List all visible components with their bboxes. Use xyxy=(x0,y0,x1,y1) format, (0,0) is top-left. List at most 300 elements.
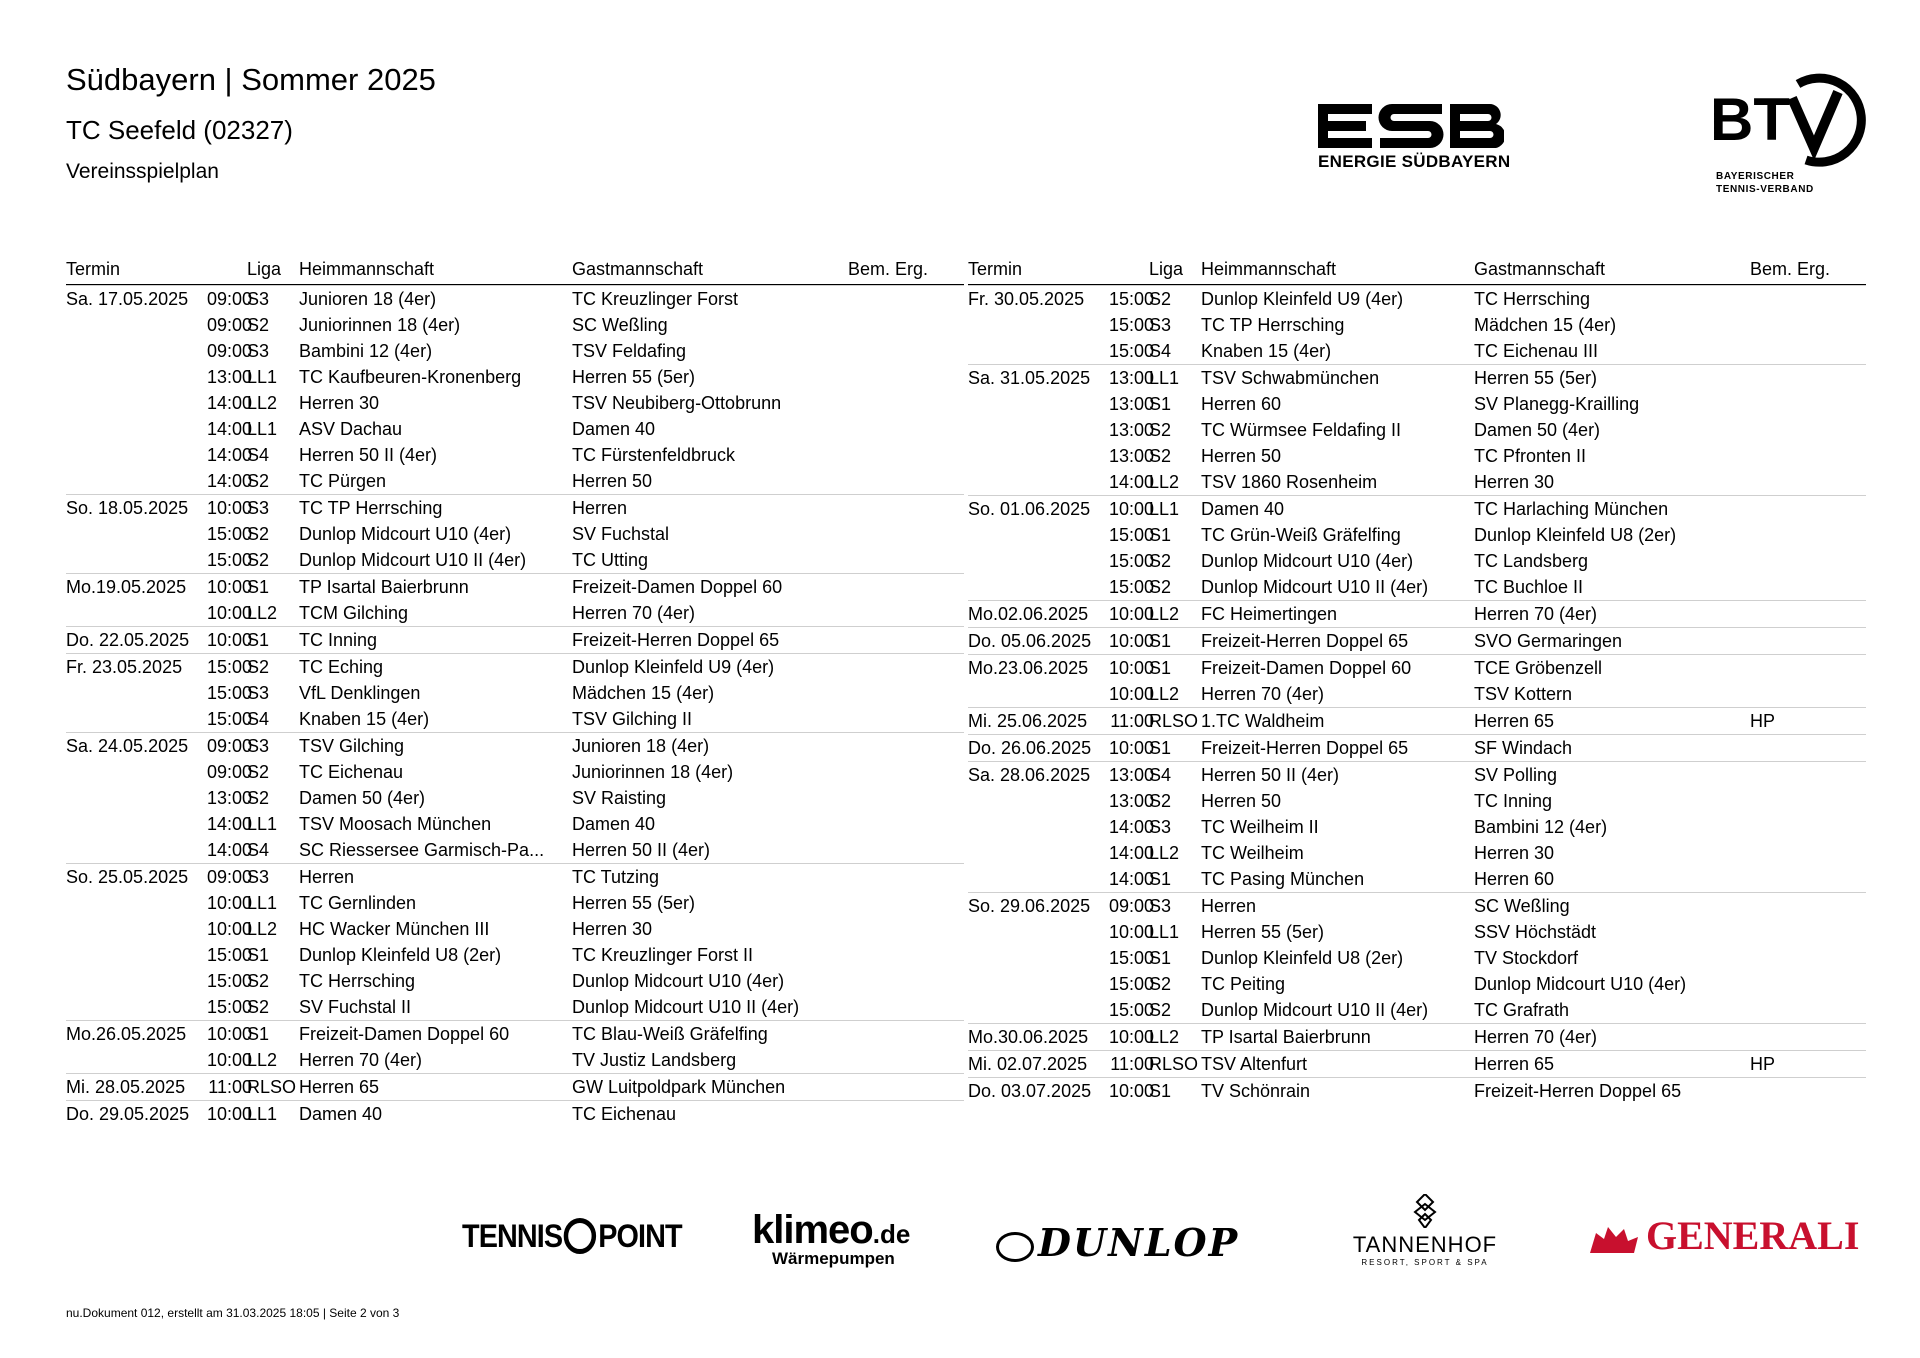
cell-time: 09:00 xyxy=(206,736,252,756)
cell-home-team: TSV Gilching xyxy=(299,736,405,756)
cell-guest-team: Herren 70 (4er) xyxy=(1474,604,1598,624)
btv-wordmark xyxy=(1710,72,1870,170)
cell-time: 14:00 xyxy=(1108,843,1154,863)
cell-liga: S1 xyxy=(1149,869,1172,889)
cell-date: Mo.02.06.2025 xyxy=(968,604,1089,624)
cell-time: 10:00 xyxy=(1108,631,1154,651)
cell-home-team: TSV Moosach München xyxy=(299,814,492,834)
cell-time: 10:00 xyxy=(1108,684,1154,704)
cell-liga: S2 xyxy=(247,971,270,991)
cell-home-team: Bambini 12 (4er) xyxy=(299,341,433,361)
cell-time: 15:00 xyxy=(1108,315,1154,335)
cell-home-team: TC Pasing München xyxy=(1201,869,1365,889)
header-liga: Liga xyxy=(247,259,282,279)
cell-time: 09:00 xyxy=(206,289,252,309)
header-heim: Heimmannschaft xyxy=(299,259,435,279)
cell-guest-team: Dunlop Kleinfeld U8 (2er) xyxy=(1474,525,1677,545)
table-row xyxy=(968,469,1866,495)
table-row xyxy=(968,997,1866,1023)
cell-date: Mo.30.06.2025 xyxy=(968,1027,1089,1047)
cell-liga: LL2 xyxy=(1149,604,1180,624)
esb-subtitle: ENERGIE SÜDBAYERN xyxy=(1318,152,1511,171)
cell-home-team: Dunlop Kleinfeld U8 (2er) xyxy=(1201,948,1404,968)
generali-logo xyxy=(1586,1212,1859,1259)
svg-text:BT: BT xyxy=(1710,86,1790,153)
cell-guest-team: Freizeit-Herren Doppel 65 xyxy=(1474,1081,1682,1101)
cell-liga: S2 xyxy=(1149,974,1172,994)
cell-time: 10:00 xyxy=(206,577,252,597)
table-row xyxy=(968,364,1866,391)
cell-liga: S3 xyxy=(247,867,270,887)
generali-text: GENERALI xyxy=(1646,1213,1860,1258)
cell-home-team: Herren 50 xyxy=(1201,791,1282,811)
cell-guest-team: TC Utting xyxy=(572,550,649,570)
cell-guest-team: SV Polling xyxy=(1474,765,1558,785)
klimeo-subtitle: Wärmepumpen xyxy=(772,1249,895,1268)
cell-home-team: SC Riessersee Garmisch-Pa... xyxy=(299,840,545,860)
table-row xyxy=(66,994,964,1020)
cell-guest-team: Herren 50 II (4er) xyxy=(572,840,711,860)
cell-guest-team: SF Windach xyxy=(1474,738,1573,758)
table-row xyxy=(66,390,964,416)
header-heim: Heimmannschaft xyxy=(1201,259,1337,279)
table-row xyxy=(66,285,964,312)
table-row xyxy=(968,814,1866,840)
cell-liga: LL2 xyxy=(1149,684,1180,704)
cell-date: Do. 03.07.2025 xyxy=(968,1081,1092,1101)
cell-guest-team: Herren 55 (5er) xyxy=(1474,368,1598,388)
cell-liga: S2 xyxy=(247,315,270,335)
schedule-table-left xyxy=(66,254,964,1127)
table-row xyxy=(66,942,964,968)
btv-subtitle xyxy=(1716,170,1814,196)
cell-guest-team: TC Kreuzlinger Forst xyxy=(572,289,739,309)
schedule-table-right xyxy=(968,254,1866,1104)
cell-guest-team: TC Harlaching München xyxy=(1474,499,1669,519)
cell-time: 15:00 xyxy=(206,997,252,1017)
cell-date: So. 01.06.2025 xyxy=(968,499,1091,519)
table-row xyxy=(66,890,964,916)
table-row xyxy=(968,443,1866,469)
cell-guest-team: Herren 70 (4er) xyxy=(572,603,696,623)
table-row xyxy=(66,626,964,653)
cell-liga: S4 xyxy=(247,709,270,729)
cell-time: 15:00 xyxy=(206,524,252,544)
klimeo-domain: .de xyxy=(872,1219,911,1249)
cell-guest-team: Herren 60 xyxy=(1474,869,1555,889)
cell-time: 09:00 xyxy=(206,315,252,335)
cell-time: 11:00 xyxy=(1110,1054,1154,1074)
cell-time: 10:00 xyxy=(1108,604,1154,624)
table-row xyxy=(66,521,964,547)
cell-date: Mi. 25.06.2025 xyxy=(968,711,1088,731)
cell-liga: S4 xyxy=(247,840,270,860)
cell-home-team: TC Peiting xyxy=(1201,974,1286,994)
cell-guest-team: Herren 65 xyxy=(1474,1054,1555,1074)
klimeo-text: klimeo xyxy=(752,1208,873,1252)
cell-guest-team: TV Stockdorf xyxy=(1474,948,1579,968)
cell-guest-team: Junioren 18 (4er) xyxy=(572,736,710,756)
table-row xyxy=(66,732,964,759)
table-row xyxy=(968,892,1866,919)
table-row xyxy=(66,442,964,468)
cell-guest-team: Dunlop Midcourt U10 (4er) xyxy=(572,971,785,991)
cell-time: 10:00 xyxy=(206,630,252,650)
cell-home-team: SV Fuchstal II xyxy=(299,997,412,1017)
cell-time: 10:00 xyxy=(206,893,252,913)
cell-date: Do. 26.06.2025 xyxy=(968,738,1092,758)
table-row xyxy=(968,654,1866,681)
cell-liga: S2 xyxy=(1149,289,1172,309)
table-row xyxy=(968,971,1866,997)
cell-home-team: Herren xyxy=(299,867,355,887)
cell-date: Sa. 17.05.2025 xyxy=(66,289,189,309)
cell-liga: S2 xyxy=(247,471,270,491)
cell-time: 09:00 xyxy=(206,341,252,361)
cell-guest-team: TC Herrsching xyxy=(1474,289,1591,309)
cell-time: 13:00 xyxy=(1108,420,1154,440)
table-row xyxy=(66,547,964,573)
cell-guest-team: GW Luitpoldpark München xyxy=(572,1077,786,1097)
cell-liga: S3 xyxy=(1149,896,1172,916)
cell-home-team: Dunlop Midcourt U10 II (4er) xyxy=(1201,1000,1429,1020)
cell-home-team: TSV Schwabmünchen xyxy=(1201,368,1380,388)
cell-liga: S1 xyxy=(1149,631,1172,651)
table-row xyxy=(968,919,1866,945)
cell-guest-team: Dunlop Midcourt U10 II (4er) xyxy=(572,997,800,1017)
table-header xyxy=(968,254,1866,285)
cell-home-team: TC Grün-Weiß Gräfelfing xyxy=(1201,525,1401,545)
cell-time: 14:00 xyxy=(1108,472,1154,492)
cell-liga: RLSO xyxy=(1149,1054,1199,1074)
cell-home-team: Herren 30 xyxy=(299,393,380,413)
table-row xyxy=(66,706,964,732)
cell-home-team: Dunlop Midcourt U10 (4er) xyxy=(1201,551,1414,571)
table-row xyxy=(66,680,964,706)
cell-time: 10:00 xyxy=(206,1024,252,1044)
cell-liga: S3 xyxy=(247,498,270,518)
cell-liga: S3 xyxy=(1149,315,1172,335)
cell-guest-team: SV Fuchstal xyxy=(572,524,670,544)
cell-date: Do. 05.06.2025 xyxy=(968,631,1092,651)
table-row xyxy=(66,364,964,390)
table-row xyxy=(66,1100,964,1127)
cell-guest-team: TSV Feldafing xyxy=(572,341,687,361)
cell-home-team: TC Weilheim II xyxy=(1201,817,1319,837)
cell-time: 14:00 xyxy=(206,445,252,465)
cell-liga: S4 xyxy=(247,445,270,465)
cell-home-team: TC Pürgen xyxy=(299,471,387,491)
cell-liga: LL2 xyxy=(1149,1027,1180,1047)
cell-time: 09:00 xyxy=(1108,896,1154,916)
cell-guest-team: TCE Gröbenzell xyxy=(1474,658,1603,678)
cell-liga: S2 xyxy=(1149,1000,1172,1020)
header-termin: Termin xyxy=(968,259,1023,279)
tennis-point-text-b: POINT xyxy=(598,1218,682,1254)
tannenhof-logo xyxy=(1350,1194,1500,1267)
tannenhof-subtitle: RESORT, SPORT & SPA xyxy=(1361,1258,1489,1267)
cell-liga: LL1 xyxy=(1149,368,1180,388)
cell-liga: S1 xyxy=(1149,525,1172,545)
cell-home-team: TC Kaufbeuren-Kronenberg xyxy=(299,367,522,387)
cell-guest-team: SC Weßling xyxy=(572,315,668,335)
cell-liga: LL2 xyxy=(247,393,278,413)
cell-guest-team: Damen 40 xyxy=(572,419,656,439)
cell-date: Sa. 24.05.2025 xyxy=(66,736,189,756)
cell-time: 10:00 xyxy=(206,919,252,939)
cell-home-team: Dunlop Kleinfeld U8 (2er) xyxy=(299,945,502,965)
table-row xyxy=(968,391,1866,417)
table-row xyxy=(66,1047,964,1073)
cell-liga: S3 xyxy=(247,289,270,309)
tennis-ball-icon xyxy=(564,1218,596,1254)
cell-time: 10:00 xyxy=(1108,1081,1154,1101)
cell-liga: S1 xyxy=(1149,738,1172,758)
table-row xyxy=(66,916,964,942)
table-row xyxy=(66,416,964,442)
table-row xyxy=(66,312,964,338)
cell-time: 15:00 xyxy=(1108,577,1154,597)
cell-home-team: Knaben 15 (4er) xyxy=(299,709,430,729)
table-row xyxy=(968,788,1866,814)
cell-guest-team: SV Planegg-Krailling xyxy=(1474,394,1640,414)
cell-liga: S1 xyxy=(247,630,270,650)
klimeo-logo xyxy=(752,1208,910,1269)
table-row xyxy=(66,863,964,890)
cell-liga: S2 xyxy=(1149,577,1172,597)
cell-guest-team: TC Pfronten II xyxy=(1474,446,1587,466)
cell-liga: LL2 xyxy=(247,919,278,939)
cell-home-team: TC Gernlinden xyxy=(299,893,417,913)
table-row xyxy=(968,1077,1866,1104)
table-header xyxy=(66,254,964,285)
cell-date: Do. 29.05.2025 xyxy=(66,1104,190,1124)
cell-guest-team: TC Landsberg xyxy=(1474,551,1589,571)
table-row xyxy=(968,761,1866,788)
cell-liga: S1 xyxy=(1149,394,1172,414)
cell-liga: S4 xyxy=(1149,765,1172,785)
cell-guest-team: Dunlop Kleinfeld U9 (4er) xyxy=(572,657,775,677)
table-row xyxy=(66,811,964,837)
cell-time: 15:00 xyxy=(206,550,252,570)
cell-home-team: TC Weilheim xyxy=(1201,843,1304,863)
cell-time: 10:00 xyxy=(1108,1027,1154,1047)
cell-liga: S2 xyxy=(1149,420,1172,440)
table-row xyxy=(66,653,964,680)
header-bem-erg: Bem. Erg. xyxy=(848,259,929,279)
cell-guest-team: Herren 30 xyxy=(1474,843,1555,863)
btv-logo xyxy=(1710,72,1870,200)
cell-date: Sa. 31.05.2025 xyxy=(968,368,1091,388)
table-row xyxy=(968,840,1866,866)
cell-home-team: TC Würmsee Feldafing II xyxy=(1201,420,1402,440)
header-gast: Gastmannschaft xyxy=(572,259,704,279)
table-row xyxy=(968,312,1866,338)
table-row xyxy=(968,1023,1866,1050)
cell-guest-team: TC Eichenau xyxy=(572,1104,677,1124)
cell-home-team: TV Schönrain xyxy=(1201,1081,1311,1101)
cell-home-team: Herren 70 (4er) xyxy=(299,1050,423,1070)
cell-time: 15:00 xyxy=(206,683,252,703)
cell-home-team: Herren xyxy=(1201,896,1257,916)
cell-liga: S2 xyxy=(1149,551,1172,571)
cell-guest-team: Herren 30 xyxy=(572,919,653,939)
cell-home-team: VfL Denklingen xyxy=(299,683,421,703)
cell-liga: S1 xyxy=(1149,1081,1172,1101)
table-row xyxy=(968,338,1866,364)
cell-date: Mo.19.05.2025 xyxy=(66,577,187,597)
header-gast: Gastmannschaft xyxy=(1474,259,1606,279)
cell-date: So. 18.05.2025 xyxy=(66,498,189,518)
cell-time: 10:00 xyxy=(206,603,252,623)
cell-guest-team: TC Eichenau III xyxy=(1474,341,1599,361)
cell-liga: LL1 xyxy=(247,893,278,913)
cell-liga: LL2 xyxy=(1149,843,1180,863)
cell-time: 10:00 xyxy=(206,498,252,518)
cell-liga: S2 xyxy=(1149,791,1172,811)
cell-home-team: TC TP Herrsching xyxy=(299,498,443,518)
cell-time: 15:00 xyxy=(206,657,252,677)
cell-home-team: Herren 50 II (4er) xyxy=(1201,765,1340,785)
table-row xyxy=(66,1073,964,1100)
cell-guest-team: TC Buchloe II xyxy=(1474,577,1584,597)
cell-guest-team: SV Raisting xyxy=(572,788,667,808)
header-termin: Termin xyxy=(66,259,121,279)
btv-subtitle-line2: TENNIS-VERBAND xyxy=(1716,184,1814,195)
cell-guest-team: Herren 50 xyxy=(572,471,653,491)
cell-time: 13:00 xyxy=(1108,765,1154,785)
cell-home-team: ASV Dachau xyxy=(299,419,403,439)
tannenhof-text: TANNENHOF xyxy=(1352,1232,1498,1257)
cell-home-team: Juniorinnen 18 (4er) xyxy=(299,315,461,335)
cell-date: Sa. 28.06.2025 xyxy=(968,765,1091,785)
table-row xyxy=(968,495,1866,522)
cell-time: 15:00 xyxy=(1108,974,1154,994)
cell-liga: S2 xyxy=(1149,446,1172,466)
club-name: TC Seefeld (02327) xyxy=(66,115,293,145)
cell-date: So. 25.05.2025 xyxy=(66,867,189,887)
cell-time: 15:00 xyxy=(206,709,252,729)
cell-home-team: Damen 50 (4er) xyxy=(299,788,426,808)
esb-logo xyxy=(1318,104,1511,180)
cell-guest-team: SC Weßling xyxy=(1474,896,1570,916)
cell-time: 15:00 xyxy=(1108,551,1154,571)
cell-time: 14:00 xyxy=(206,393,252,413)
cell-home-team: Damen 40 xyxy=(1201,499,1285,519)
cell-date: So. 29.06.2025 xyxy=(968,896,1091,916)
cell-time: 15:00 xyxy=(1108,341,1154,361)
cell-liga: LL1 xyxy=(247,1104,278,1124)
cell-home-team: Freizeit-Herren Doppel 65 xyxy=(1201,631,1409,651)
cell-date: Mo.23.06.2025 xyxy=(968,658,1089,678)
cell-guest-team: Mädchen 15 (4er) xyxy=(1474,315,1617,335)
cell-guest-team: Herren xyxy=(572,498,628,518)
table-row xyxy=(968,945,1866,971)
cell-guest-team: Herren 55 (5er) xyxy=(572,367,696,387)
cell-date: Mi. 02.07.2025 xyxy=(968,1054,1088,1074)
cell-guest-team: TC Tutzing xyxy=(572,867,660,887)
cell-liga: LL1 xyxy=(1149,922,1180,942)
cell-time: 15:00 xyxy=(206,971,252,991)
cell-home-team: Dunlop Midcourt U10 (4er) xyxy=(299,524,512,544)
cell-time: 14:00 xyxy=(1108,817,1154,837)
cell-home-team: TC Herrsching xyxy=(299,971,416,991)
cell-date: Mo.26.05.2025 xyxy=(66,1024,187,1044)
tennis-point-logo xyxy=(462,1218,682,1255)
cell-time: 15:00 xyxy=(1108,1000,1154,1020)
table-row xyxy=(66,468,964,494)
cell-guest-team: TC Fürstenfeldbruck xyxy=(572,445,736,465)
cell-time: 15:00 xyxy=(206,945,252,965)
cell-time: 14:00 xyxy=(1108,869,1154,889)
cell-guest-team: Dunlop Midcourt U10 (4er) xyxy=(1474,974,1687,994)
cell-home-team: TSV 1860 Rosenheim xyxy=(1201,472,1378,492)
cell-home-team: FC Heimertingen xyxy=(1201,604,1338,624)
table-row xyxy=(968,707,1866,734)
cell-guest-team: Damen 40 xyxy=(572,814,656,834)
cell-time: 09:00 xyxy=(206,762,252,782)
table-row xyxy=(66,1020,964,1047)
cell-time: 09:00 xyxy=(206,867,252,887)
cell-guest-team: TSV Gilching II xyxy=(572,709,693,729)
footer-note: nu.Dokument 012, erstellt am 31.03.2025 18:05 | Seite 2 von 3 xyxy=(66,1306,400,1320)
cell-home-team: Herren 50 II (4er) xyxy=(299,445,438,465)
cell-date: Mi. 28.05.2025 xyxy=(66,1077,186,1097)
cell-home-team: Dunlop Midcourt U10 II (4er) xyxy=(299,550,527,570)
cell-time: 15:00 xyxy=(1108,525,1154,545)
cell-liga: LL2 xyxy=(247,603,278,623)
cell-guest-team: TC Blau-Weiß Gräfelfing xyxy=(572,1024,768,1044)
cell-time: 14:00 xyxy=(206,419,252,439)
dunlop-logo xyxy=(996,1220,1239,1265)
cell-liga: LL1 xyxy=(247,419,278,439)
cell-time: 14:00 xyxy=(206,814,252,834)
cell-liga: S1 xyxy=(247,577,270,597)
cell-time: 15:00 xyxy=(1108,289,1154,309)
cell-time: 11:00 xyxy=(208,1077,252,1097)
cell-guest-team: Herren 70 (4er) xyxy=(1474,1027,1598,1047)
cell-guest-team: SVO Germaringen xyxy=(1474,631,1623,651)
btv-subtitle-line1: BAYERISCHER xyxy=(1716,171,1795,182)
cell-home-team: TP Isartal Baierbrunn xyxy=(1201,1027,1371,1047)
cell-guest-team: TC Inning xyxy=(1474,791,1553,811)
cell-liga: S3 xyxy=(247,736,270,756)
cell-home-team: Junioren 18 (4er) xyxy=(299,289,437,309)
cell-liga: S2 xyxy=(247,657,270,677)
cell-liga: LL1 xyxy=(247,814,278,834)
cell-liga: S1 xyxy=(247,945,270,965)
dunlop-text: DUNLOP xyxy=(1038,1220,1240,1265)
cell-date: Fr. 23.05.2025 xyxy=(66,657,183,677)
cell-guest-team: Bambini 12 (4er) xyxy=(1474,817,1608,837)
cell-liga: S2 xyxy=(247,997,270,1017)
cell-date: Do. 22.05.2025 xyxy=(66,630,190,650)
cell-liga: LL1 xyxy=(247,367,278,387)
cell-home-team: HC Wacker München III xyxy=(299,919,490,939)
cell-liga: S3 xyxy=(1149,817,1172,837)
esb-wordmark xyxy=(1318,104,1504,148)
cell-bem: HP xyxy=(1750,1054,1776,1074)
cell-home-team: Freizeit-Damen Doppel 60 xyxy=(299,1024,510,1044)
cell-guest-team: Herren 55 (5er) xyxy=(572,893,696,913)
table-row xyxy=(968,734,1866,761)
cell-liga: S4 xyxy=(1149,341,1172,361)
table-row xyxy=(66,600,964,626)
cell-guest-team: Mädchen 15 (4er) xyxy=(572,683,715,703)
table-row xyxy=(66,338,964,364)
cell-guest-team: Herren 65 xyxy=(1474,711,1555,731)
table-row xyxy=(968,627,1866,654)
